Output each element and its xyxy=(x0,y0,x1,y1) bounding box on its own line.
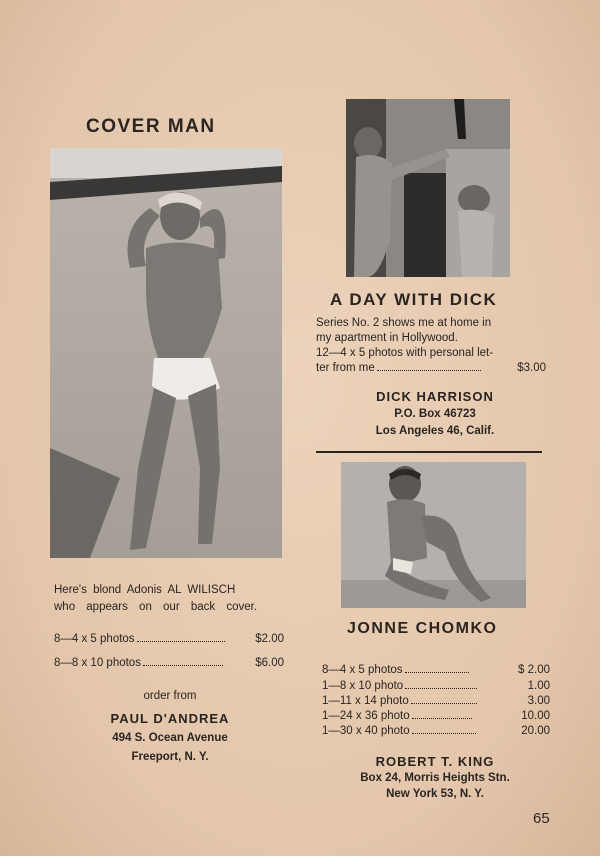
item-price: 3.00 xyxy=(527,695,550,707)
apartment-physique-photo xyxy=(346,99,510,277)
item-price: 10.00 xyxy=(521,710,550,722)
seller-address-line1: P.O. Box 46723 xyxy=(394,408,476,420)
item-price: $ 2.00 xyxy=(518,664,550,676)
jonne-chomko-title: JONNE CHOMKO xyxy=(347,620,498,637)
a-day-with-dick-photo xyxy=(346,99,510,277)
list-item xyxy=(316,362,483,374)
list-item xyxy=(54,657,225,669)
description-line1: Series No. 2 shows me at home in xyxy=(316,317,492,329)
item-price: 1.00 xyxy=(527,680,550,692)
cover-man-photo xyxy=(50,148,282,558)
seller-name: ROBERT T. KING xyxy=(375,754,495,769)
item-label: 1—30 x 40 photo xyxy=(322,725,410,737)
item-price: 20.00 xyxy=(521,725,550,737)
list-item xyxy=(322,695,479,707)
list-item xyxy=(322,710,474,722)
description-line3: 12—4 x 5 photos with personal let- xyxy=(316,347,494,359)
list-item xyxy=(54,633,227,645)
item-label: 8—4 x 5 photos xyxy=(54,633,135,645)
item-price: $2.00 xyxy=(255,633,284,645)
section-divider xyxy=(316,451,542,453)
item-label: ter from me xyxy=(316,362,375,374)
cover-man-caption-line2: who appears on our back cover. xyxy=(54,601,258,613)
page-number: 65 xyxy=(533,810,550,827)
description-line2: my apartment in Hollywood. xyxy=(316,332,458,344)
beach-physique-photo xyxy=(50,148,282,558)
item-label: 8—4 x 5 photos xyxy=(322,664,403,676)
seller-name: DICK HARRISON xyxy=(376,389,494,404)
order-from-label: order from xyxy=(143,690,197,702)
cover-man-title: COVER MAN xyxy=(86,116,216,137)
item-label: 8—8 x 10 photos xyxy=(54,657,141,669)
item-price: $6.00 xyxy=(255,657,284,669)
seated-physique-photo xyxy=(341,462,526,608)
seller-name: PAUL D'ANDREA xyxy=(110,711,230,726)
seller-address-line2: Freeport, N. Y. xyxy=(131,751,209,763)
cover-man-caption-line1: Here's blond Adonis AL WILISCH xyxy=(54,584,236,596)
jonne-chomko-photo xyxy=(341,462,526,608)
item-label: 1—11 x 14 photo xyxy=(322,695,409,707)
item-label: 1—24 x 36 photo xyxy=(322,710,410,722)
seller-address-line2: New York 53, N. Y. xyxy=(386,788,484,800)
list-item xyxy=(322,680,479,692)
a-day-with-dick-title: A DAY WITH DICK xyxy=(330,290,498,309)
list-item xyxy=(322,664,471,676)
seller-address-line2: Los Angeles 46, Calif. xyxy=(375,425,495,437)
seller-address-line1: 494 S. Ocean Avenue xyxy=(112,732,228,744)
item-price: $3.00 xyxy=(517,362,546,374)
seller-address-line1: Box 24, Morris Heights Stn. xyxy=(360,772,510,784)
list-item xyxy=(322,725,478,737)
item-label: 1—8 x 10 photo xyxy=(322,680,404,692)
